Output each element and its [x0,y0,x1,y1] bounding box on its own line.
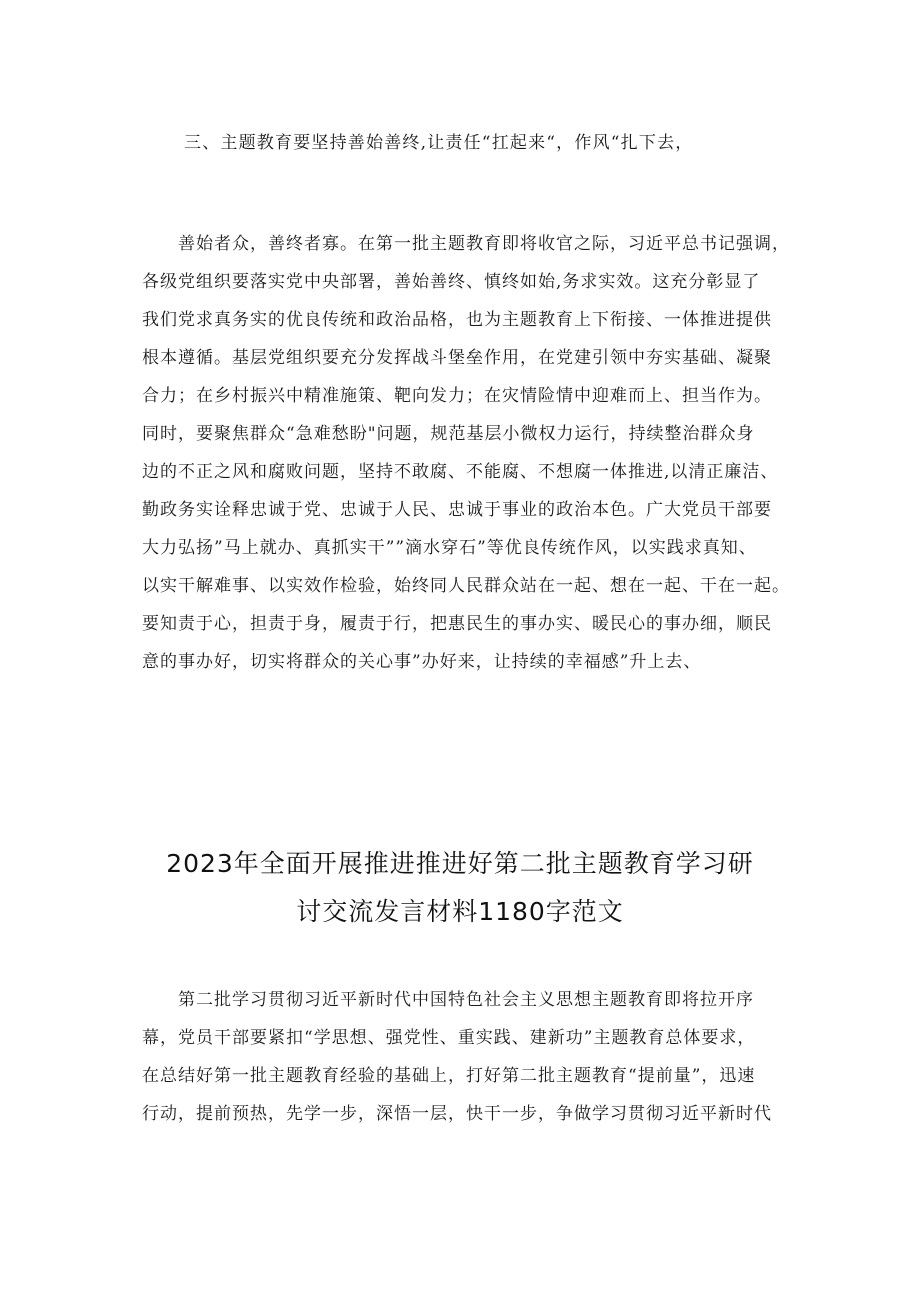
paragraph-line: 同时，要聚焦群众“急难愁盼"问题，规范基层小微权力运行，持续整治群众身 [142,424,755,444]
document-title-line-1: 2023年全面开展推进推进好第二批主题教育学习研 [166,849,754,878]
paragraph-line: 在总结好第一批主题教育经验的基础上，打好第二批主题教育“提前量”，迅速 [142,1066,756,1086]
paragraph-line: 善始者众，善终者寡。在第一批主题教育即将收官之际，习近平总书记强调， [178,234,790,254]
paragraph-line: 以实干解难事、以实效作检验，始终同人民群众站在一起、想在一起、干在一起。 [142,576,790,596]
paragraph-line: 幕，党员干部要紧扣“学思想、强党性、重实践、建新功”主题教育总体要求， [142,1028,756,1048]
section-heading: 三、主题教育要坚持善始善终,让责任“扛起来“，作风“扎下去， [184,133,694,153]
document-title-line-2: 讨交流发言材料1180字范文 [296,897,624,926]
paragraph-line: 要知责于心，担责于身，履责于行，把惠民生的事办实、暖民心的事办细，顺民 [142,614,772,634]
paragraph-line: 勤政务实诠释忠诚于党、忠诚于人民、忠诚于事业的政治本色。广大党员干部要 [142,500,772,520]
paragraph-line: 各级党组织要落实党中央部署，善始善终、慎终如始,务求实效。这充分彰显了 [142,272,761,292]
paragraph-line: 大力弘扬”马上就办、真抓实干””滴水穿石”等优良传统作风，以实践求真知、 [142,538,757,558]
paragraph-line: 我们党求真务实的优良传统和政治品格，也为主题教育上下衔接、一体推进提供 [142,310,772,330]
paragraph-line: 边的不正之风和腐败问题，坚持不敢腐、不能腐、不想腐一体推进,以清正廉洁、 [142,462,779,482]
paragraph-line: 意的事办好，切实将群众的关心事”办好来，让持续的幸福感”升上去、 [142,652,702,672]
paragraph-line: 行动，提前预热，先学一步，深悟一层，快干一步，争做学习贯彻习近平新时代 [142,1104,772,1124]
paragraph-line: 第二批学习贯彻习近平新时代中国特色社会主义思想主题教育即将拉开序 [178,990,754,1010]
paragraph-line: 根本遵循。基层党组织要充分发挥战斗堡垒作用，在党建引领中夯实基础、凝聚 [142,348,772,368]
paragraph-line: 合力；在乡村振兴中精准施策、靶向发力；在灾情险情中迎难而上、担当作为。 [142,386,772,406]
